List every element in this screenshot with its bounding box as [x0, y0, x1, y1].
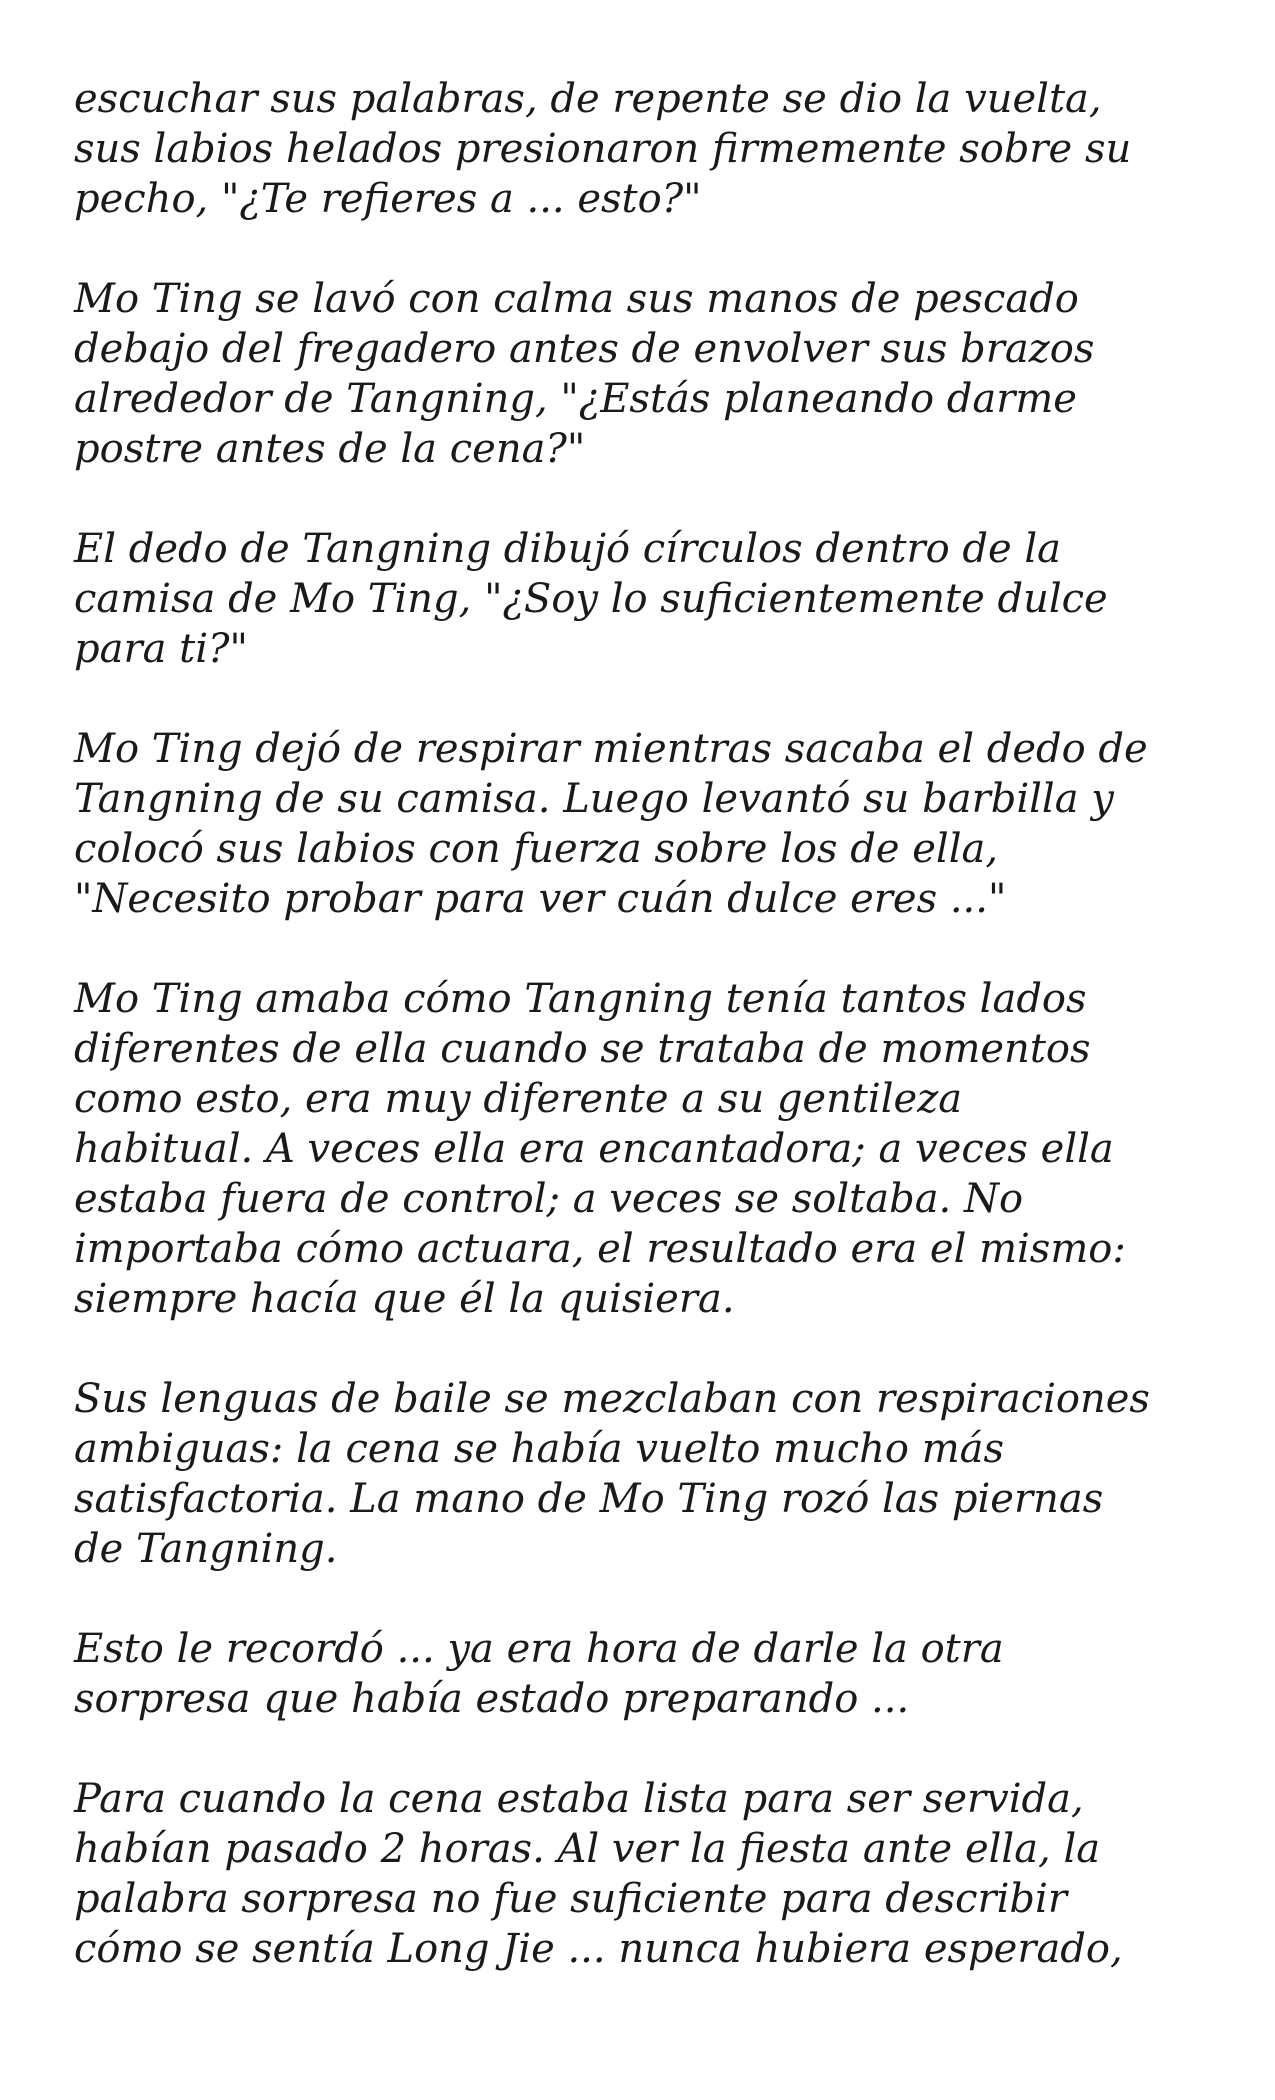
text-line: cómo se sentía Long Jie ... nunca hubiera esperado, [74, 1926, 1123, 1972]
text-line: pecho, "¿Te refieres a ... esto?" [74, 176, 702, 222]
text-line: habitual. A veces ella era encantadora; a veces ella [74, 1126, 1114, 1172]
text-line: camisa de Mo Ting, "¿Soy lo suficientemente dulce [74, 576, 1108, 622]
text-line: de Tangning. [74, 1526, 338, 1572]
paragraph [74, 1774, 1224, 1974]
text-line: sorpresa que había estado preparando ... [74, 1676, 910, 1722]
paragraph [74, 724, 1224, 924]
text-line: alrededor de Tangning, "¿Estás planeando darme [74, 376, 1077, 422]
text-line: satisfactoria. La mano de Mo Ting rozó las piernas [74, 1476, 1104, 1522]
text-line: El dedo de Tangning dibujó círculos dentro de la [74, 526, 1062, 572]
text-line: estaba fuera de control; a veces se soltaba. No [74, 1176, 1024, 1222]
paragraph [74, 524, 1224, 674]
text-line: sus labios helados presionaron firmemente sobre su [74, 126, 1132, 172]
text-line: importaba cómo actuara, el resultado era el mismo: [74, 1226, 1126, 1272]
text-line: Esto le recordó ... ya era hora de darle la otra [74, 1626, 1004, 1672]
text-line: Mo Ting dejó de respirar mientras sacaba el dedo de [74, 726, 1148, 772]
text-line: para ti?" [74, 626, 248, 672]
paragraph [74, 274, 1224, 474]
text-line: postre antes de la cena?" [74, 426, 586, 472]
text-line: siempre hacía que él la quisiera. [74, 1276, 735, 1322]
text-line: Para cuando la cena estaba lista para ser servida, [74, 1776, 1084, 1822]
document-page [74, 74, 1224, 2024]
paragraph [74, 74, 1224, 224]
text-line: colocó sus labios con fuerza sobre los de ella, [74, 826, 999, 872]
text-line: Sus lenguas de baile se mezclaban con respiraciones [74, 1376, 1150, 1422]
text-line: "Necesito probar para ver cuán dulce eres ..." [74, 876, 1007, 922]
paragraph [74, 974, 1224, 1324]
text-line: escuchar sus palabras, de repente se dio la vuelta, [74, 76, 1102, 122]
text-line: habían pasado 2 horas. Al ver la fiesta ante ella, la [74, 1826, 1101, 1872]
text-line: como esto, era muy diferente a su gentileza [74, 1076, 963, 1122]
paragraph [74, 1624, 1224, 1724]
text-line: palabra sorpresa no fue suficiente para describir [74, 1876, 1067, 1922]
text-line: diferentes de ella cuando se trataba de momentos [74, 1026, 1091, 1072]
text-line: Mo Ting amaba cómo Tangning tenía tantos lados [74, 976, 1087, 1022]
text-line: Mo Ting se lavó con calma sus manos de pescado [74, 276, 1079, 322]
text-line: Tangning de su camisa. Luego levantó su barbilla y [74, 776, 1114, 822]
text-line: ambiguas: la cena se había vuelto mucho más [74, 1426, 1004, 1472]
text-line: debajo del fregadero antes de envolver sus brazos [74, 326, 1095, 372]
paragraph [74, 1374, 1224, 1574]
